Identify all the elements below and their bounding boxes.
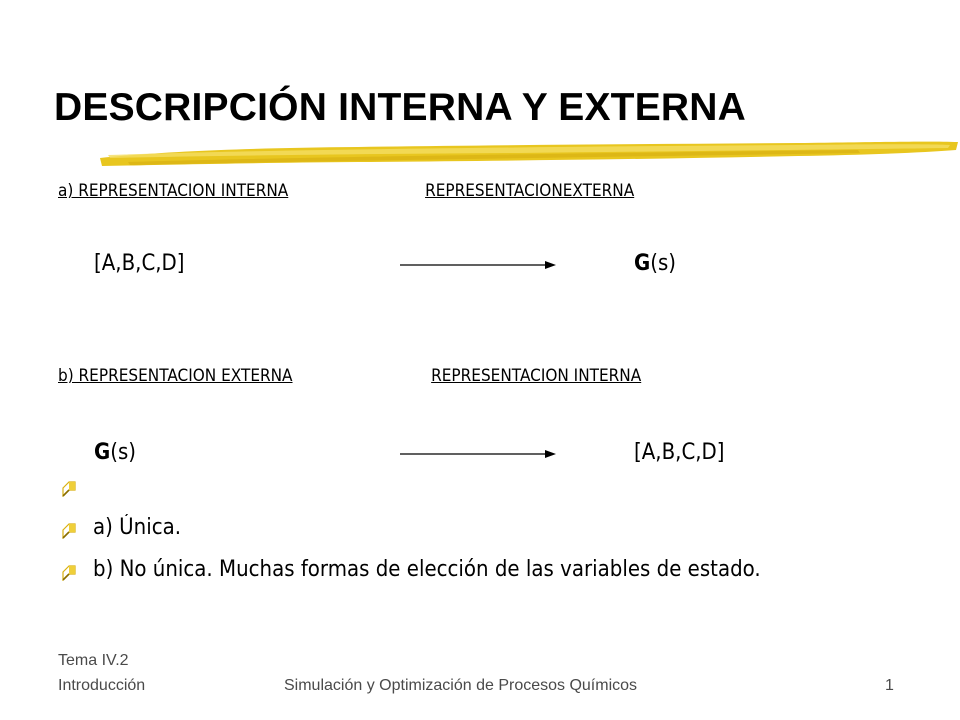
mapping-a-to-rest: (s) <box>650 251 677 276</box>
section-b-right-label: REPRESENTACION INTERNA <box>431 366 642 386</box>
mapping-b-from-bold: G <box>94 440 111 465</box>
section-a-header <box>58 181 634 201</box>
footer-topic-line1: Tema IV.2 <box>58 652 129 669</box>
right-arrow-icon <box>400 448 556 460</box>
mapping-b-to: [A,B,C,D] <box>634 440 725 465</box>
section-a-left-label: a) REPRESENTACION INTERNA <box>58 181 289 201</box>
mapping-b-from <box>94 440 136 465</box>
bullet-text: a) Única. <box>93 515 182 540</box>
footer-page-number: 1 <box>885 677 894 694</box>
mapping-a-to-bold: G <box>634 251 651 276</box>
section-a-right-label: REPRESENTACIONEXTERNA <box>425 181 635 201</box>
mapping-a-to <box>634 251 676 276</box>
mapping-b-from-rest: (s) <box>110 440 137 465</box>
right-arrow-icon <box>400 259 556 271</box>
slide-title: DESCRIPCIÓN INTERNA Y EXTERNA <box>54 86 747 129</box>
square-bullet-icon <box>60 479 80 497</box>
footer-topic-line2: Introducción <box>58 677 146 694</box>
square-bullet-icon <box>60 521 80 539</box>
mapping-a-from: [A,B,C,D] <box>94 251 185 276</box>
title-brush-stroke <box>98 138 960 170</box>
footer-course-title: Simulación y Optimización de Procesos Químicos <box>284 677 638 694</box>
section-b-left-label: b) REPRESENTACION EXTERNA <box>58 366 293 386</box>
bullet-text: b) No única. Muchas formas de elección de las variables de estado. <box>93 557 761 582</box>
square-bullet-icon <box>60 563 80 581</box>
section-b-header <box>58 366 641 386</box>
